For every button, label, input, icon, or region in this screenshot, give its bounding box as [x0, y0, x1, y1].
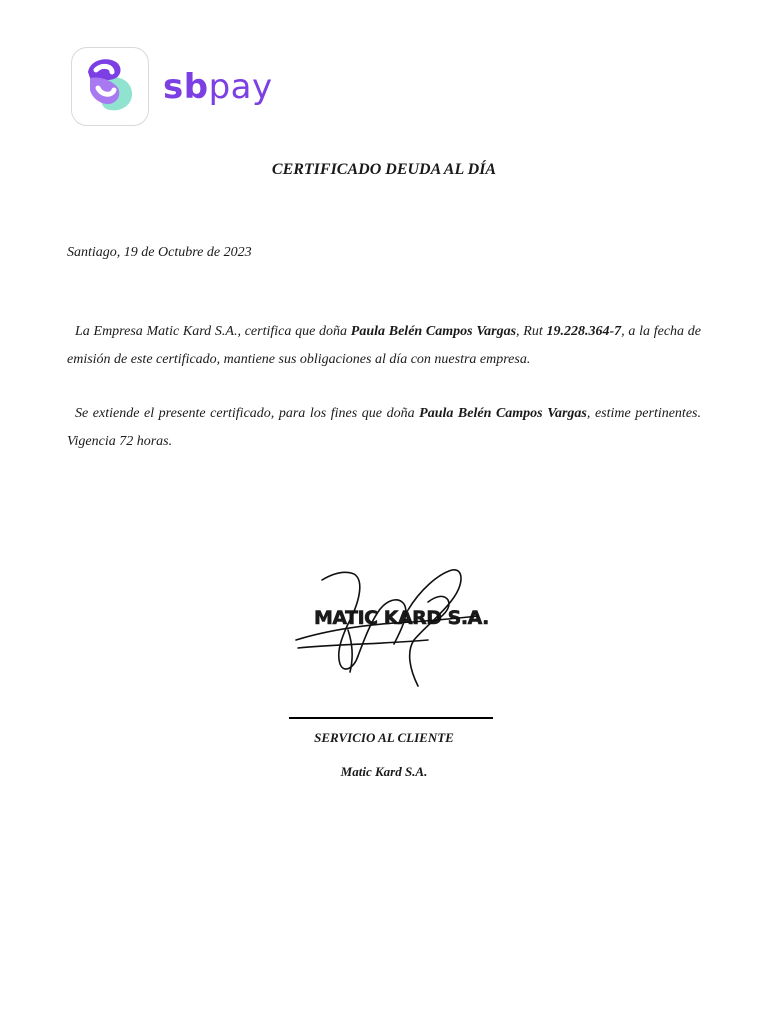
holder-name: Paula Belén Campos Vargas — [350, 324, 517, 339]
paragraph-text: , a la fecha de emisión de este certificado, mantiene sus obligaciones al día con nuestra empresa. — [67, 324, 701, 367]
place-date: Santiago, 19 de Octubre de 2023 — [67, 245, 252, 260]
sbpay-s-mark-icon — [72, 48, 148, 125]
holder-name: Paula Belén Campos Vargas — [419, 406, 587, 421]
sbpay-wordmark — [163, 66, 273, 107]
signature-line — [289, 717, 493, 719]
document-title: CERTIFICADO DEUDA AL DÍA — [271, 161, 497, 178]
paragraph-text: Se extiende el presente certificado, para los fines que doña — [75, 406, 420, 421]
paragraph-text: , Rut — [516, 324, 547, 339]
purpose-paragraph — [67, 400, 701, 456]
paragraph-text: , estime pertinentes. Vigencia 72 horas. — [67, 406, 701, 449]
sbpay-logo-tile — [71, 47, 149, 126]
stamp-text: MATIC KARD S.A. — [314, 607, 489, 629]
brand-pay: pay — [208, 66, 273, 107]
paragraph-text: La Empresa Matic Kard S.A., certifica que doña — [75, 324, 351, 339]
signature-stamp — [288, 560, 498, 700]
brand-sb: sb — [163, 66, 209, 107]
signature-company: Matic Kard S.A. — [340, 764, 428, 779]
holder-rut: 19.228.364-7 — [546, 324, 622, 339]
signature-department: SERVICIO AL CLIENTE — [314, 730, 454, 745]
certification-paragraph — [67, 318, 701, 374]
sbpay-logo — [71, 47, 273, 126]
